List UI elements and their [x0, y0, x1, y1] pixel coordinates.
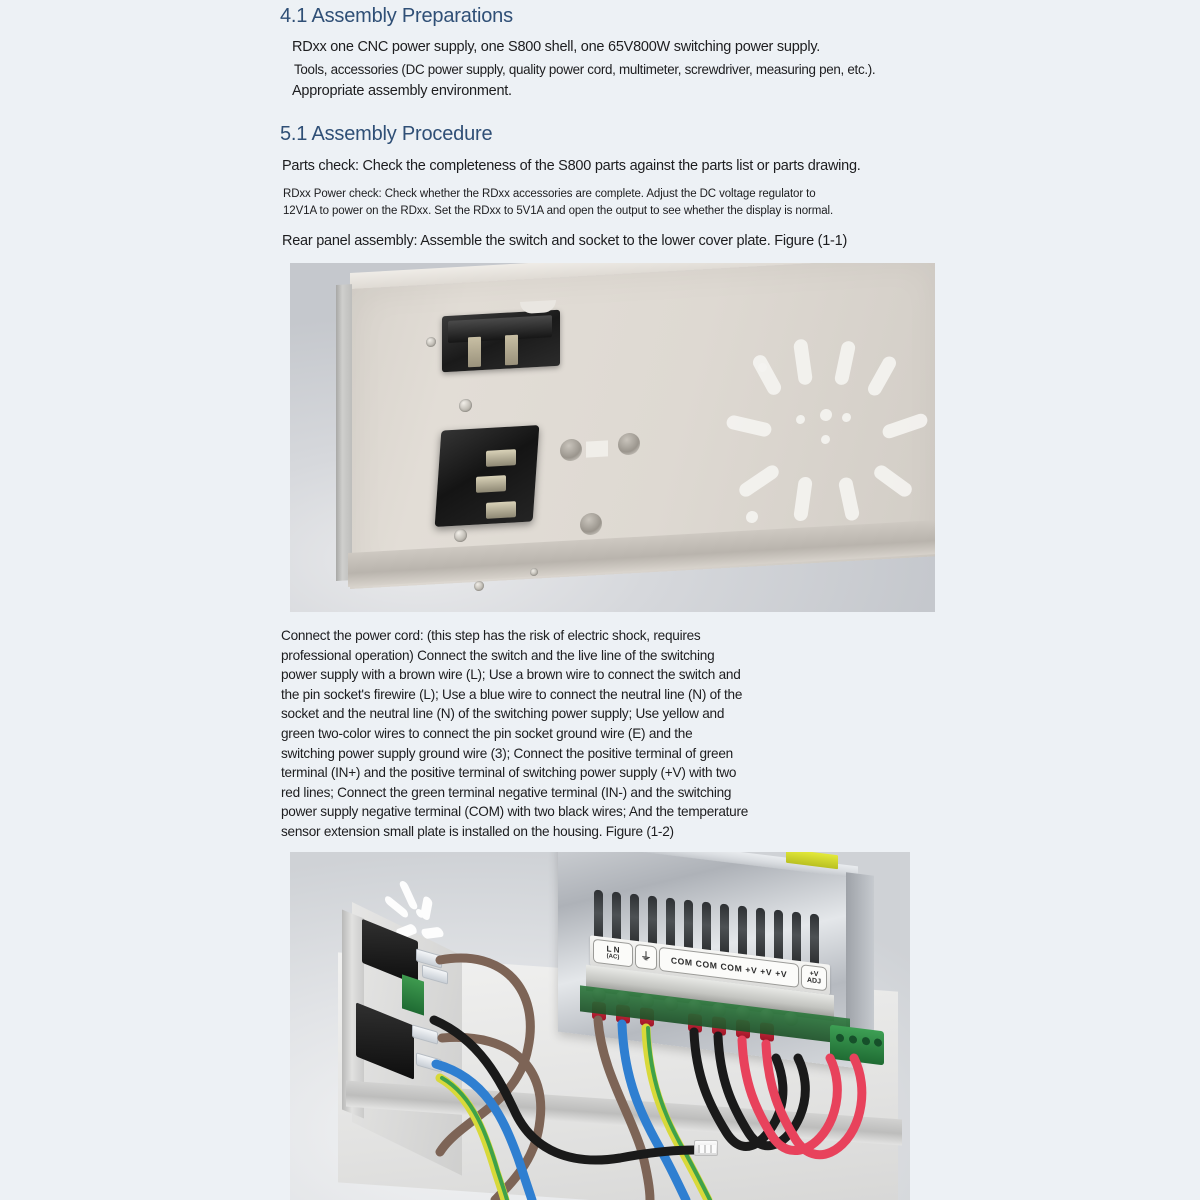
power-cord-line-6: switching power supply ground wire (3); Connect the positive terminal of green	[281, 745, 733, 761]
iec-tab-mid	[476, 475, 506, 493]
chassis-label-patch	[586, 440, 608, 457]
terminal-label-ac-top: L N	[606, 944, 620, 955]
figure-1-2-wiring-photo	[290, 852, 910, 1200]
psu-right-face	[846, 872, 874, 1051]
power-cord-line-2: power supply with a brown wire (L); Use a brown wire to connect the switch and	[281, 667, 741, 683]
iec-tab-top	[486, 449, 516, 467]
terminal-label-outputs: COM COM COM +V +V +V	[659, 947, 799, 988]
list-item-tools: Tools, accessories (DC power supply, quality power cord, multimeter, screwdriver, measuring pen, etc.).	[294, 61, 876, 77]
assembly-preparations-list	[280, 36, 980, 103]
small-green-pcb	[402, 974, 424, 1015]
paragraph-rear-panel-assembly: Rear panel assembly: Assemble the switch and socket to the lower cover plate. Figure (1-1)	[282, 233, 848, 249]
power-cord-line-10: sensor extension small plate is installed on the housing. Figure (1-2)	[281, 823, 674, 839]
rocker-pin-left	[468, 337, 481, 368]
power-cord-line-8: red lines; Connect the green terminal negative terminal (IN-) and the switching	[281, 784, 732, 800]
terminal-label-adjust-bottom: ADJ	[806, 976, 821, 986]
power-cord-line-5: green two-color wires to connect the pin socket ground wire (E) and the	[281, 725, 693, 741]
green-terminal-hole-4	[874, 1038, 882, 1047]
power-cord-line-9: power supply negative terminal (COM) with two black wires; And the temperature	[281, 804, 749, 820]
power-cord-line-1: professional operation) Connect the switch and the live line of the switching	[281, 647, 715, 663]
terminal-label-adjust	[801, 964, 827, 991]
jst-sensor-connector	[694, 1140, 718, 1156]
terminal-label-adjust-top: +V	[809, 970, 819, 979]
list-item-parts: RDxx one CNC power supply, one S800 shell, one 65V800W switching power supply.	[292, 39, 821, 55]
terminal-label-ac	[593, 939, 633, 968]
terminal-label-ac-bottom: (AC)	[606, 953, 620, 961]
power-cord-line-3: the pin socket's firewire (L); Use a blue wire to connect the neutral line (N) of the	[281, 686, 743, 702]
ground-symbol-icon: ⏚	[635, 944, 657, 971]
green-terminal-hole-3	[862, 1037, 870, 1046]
iec-tab-bottom	[486, 501, 516, 519]
green-screw-terminal	[830, 1025, 884, 1066]
paragraph-parts-check: Parts check: Check the completeness of the S800 parts against the parts list or parts drawing.	[282, 158, 861, 174]
list-item-environment: Appropriate assembly environment.	[292, 83, 512, 100]
power-cord-line-0: Connect the power cord: (this step has the risk of electric shock, requires	[281, 628, 701, 643]
rocker-pin-right	[505, 335, 518, 366]
paragraph-power-cord	[281, 626, 791, 842]
heading-assembly-preparations: 4.1 Assembly Preparations	[280, 5, 513, 27]
power-cord-line-7: terminal (IN+) and the positive terminal of switching power supply (+V) with two	[281, 765, 737, 781]
figure-1-1-rear-panel-photo	[290, 263, 935, 612]
chassis-left-edge	[336, 284, 352, 581]
green-terminal-hole-1	[836, 1033, 844, 1042]
power-cord-line-4: socket and the neutral line (N) of the switching power supply; Use yellow and	[281, 706, 725, 722]
rocker-switch	[442, 310, 560, 373]
heading-assembly-procedure: 5.1 Assembly Procedure	[280, 123, 493, 145]
green-terminal-hole-2	[849, 1035, 857, 1044]
paragraph-power-check-line-2: 12V1A to power on the RDxx. Set the RDxx to 5V1A and open the output to see whether the display is normal.	[283, 205, 834, 217]
paragraph-power-check-line-1: RDxx Power check: Check whether the RDxx accessories are complete. Adjust the DC voltage regulator to	[283, 188, 816, 200]
